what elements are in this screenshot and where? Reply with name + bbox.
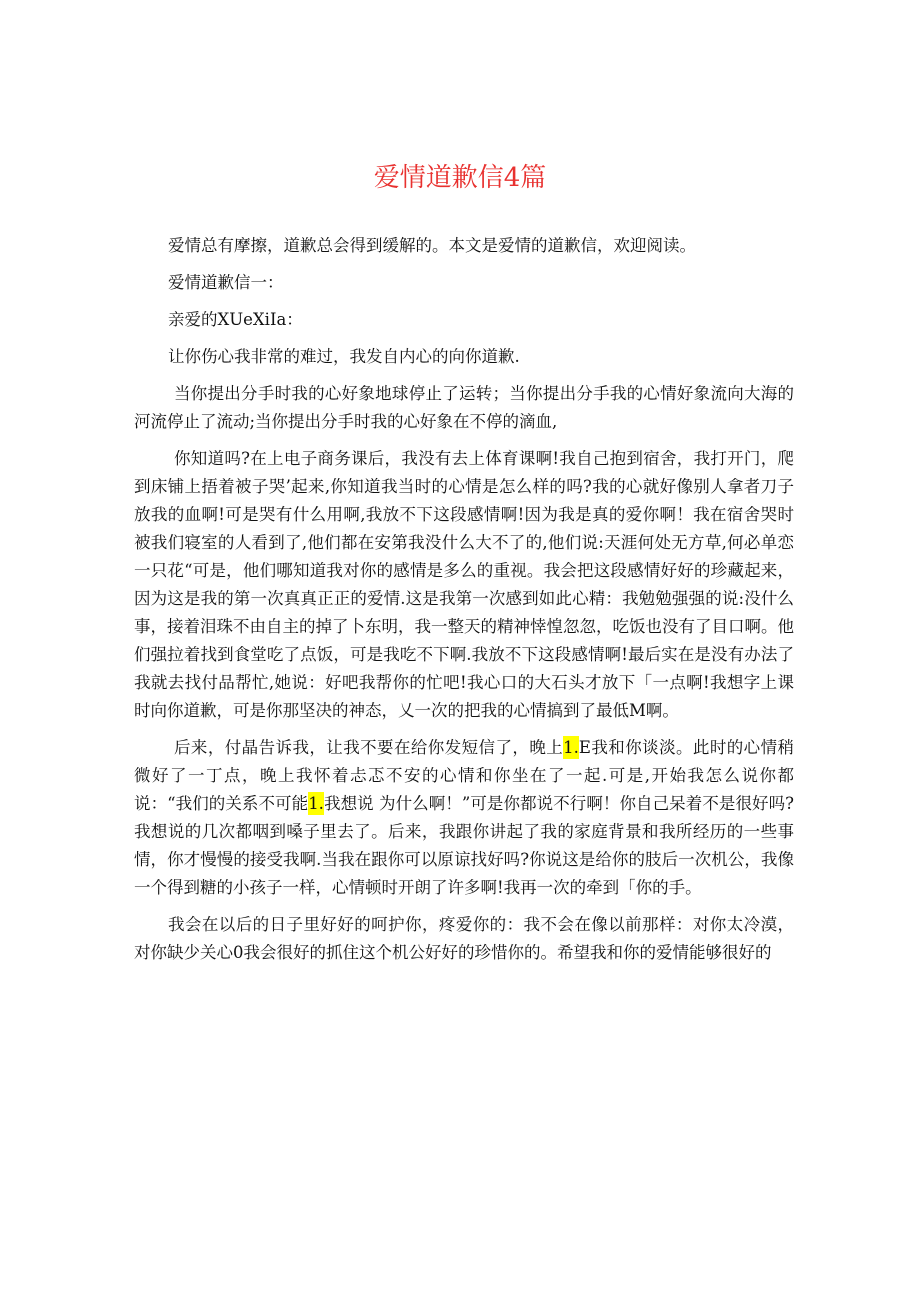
document-title: 爱情道歉信4篇 <box>373 163 547 193</box>
salutation: 亲爱的XUeXiIa： <box>168 310 303 329</box>
paragraph-1: 让你伤心我非常的难过，我发自内心的向你道歉. <box>168 347 520 366</box>
paragraph-3: 你知道吗?在上电子商务课后，我没有去上体育课啊!我自己抱到宿舍，我打开门，爬到床铺上捂着被子哭’起来,你知道我当时的心情是怎么样的吗?我的心就好像别人拿者刀子放我的血啊!可是哭有什么用啊,我放不下这段感情啊!因为我是真的爱你啊！我在宿舍哭时被我们寝室的人看到了,他们都在安第我没什么大不了的,他们说:天涯何处无方草,何必单恋一只花“可是，他们哪知道我对你的感情是多么的重视。我会把这段感情好好的珍藏起来，因为这是我的第一次真真正正的爱情.这是我第一次感到如此心精：我勉勉强强的说:没什么事，接着泪珠不由自主的掉了卜东明，我一整天的精神悻惶忽忽，吃饭也没有了目口啊。他们强拉着找到食堂吃了点饭，可是我吃不下啊.我放不下这段感情啊!最后实在是没有办法了我就去找付品帮忙,她说：好吧我帮你的忙吧!我心口的大石头才放下「一点啊!我想字上课时向你道歉，可是你那坚决的神态，乂一次的把我的心情搞到了最低M啊。 <box>134 449 794 720</box>
intro-paragraph: 爱情总有摩擦，道歉总会得到缓解的。本文是爱情的道歉信，欢迎阅读。 <box>168 236 696 255</box>
paragraph-4-part-c: 我想说 为什么啊！”可是你都说不行啊！你自己呆着不是很好吗?我想说的几次都咽到嗓子里去了。后来，我跟你讲起了我的家庭背景和我所经历的一些事情，你才慢慢的接受我啊.当我在跟你可以原谅找好吗?你说这是给你的肢后一次机公，我像一个得到糖的小孩子一样，心情顿时开朗了许多啊!我再一次的牵到「你的手。 <box>134 794 794 897</box>
paragraph-2: 当你提出分手时我的心好象地球停止了运转；当你提出分手我的心情好象流向大海的河流停止了流动;当你提出分手时我的心好象在不停的滴血, <box>134 384 794 431</box>
highlight-mark-2: 1. <box>308 794 324 813</box>
paragraph-4-part-a: 后来，付晶告诉我，让我不要在给你发短信了，晚上 <box>174 738 564 757</box>
highlight-mark-1: 1. <box>563 738 579 757</box>
section-heading: 爱情道歉信一： <box>168 273 284 292</box>
document-body <box>134 232 794 976</box>
paragraph-5: 我会在以后的日子里好好的呵护你，疼爱你的：我不会在像以前那样：对你太冷漠，对你缺少关心0我会很好的抓住这个机公好好的珍惜你的。希望我和你的爱情能够很好的 <box>134 915 794 962</box>
paragraph-4 <box>134 734 794 902</box>
paragraph-4-part-b: E我和你谈淡。此时的心情稍微好了一丁点，晚上我怀着忐忑不安的心情和你坐在了一起.可是,开始我怎么说你都说：“我们的关系不可能 <box>134 738 795 813</box>
